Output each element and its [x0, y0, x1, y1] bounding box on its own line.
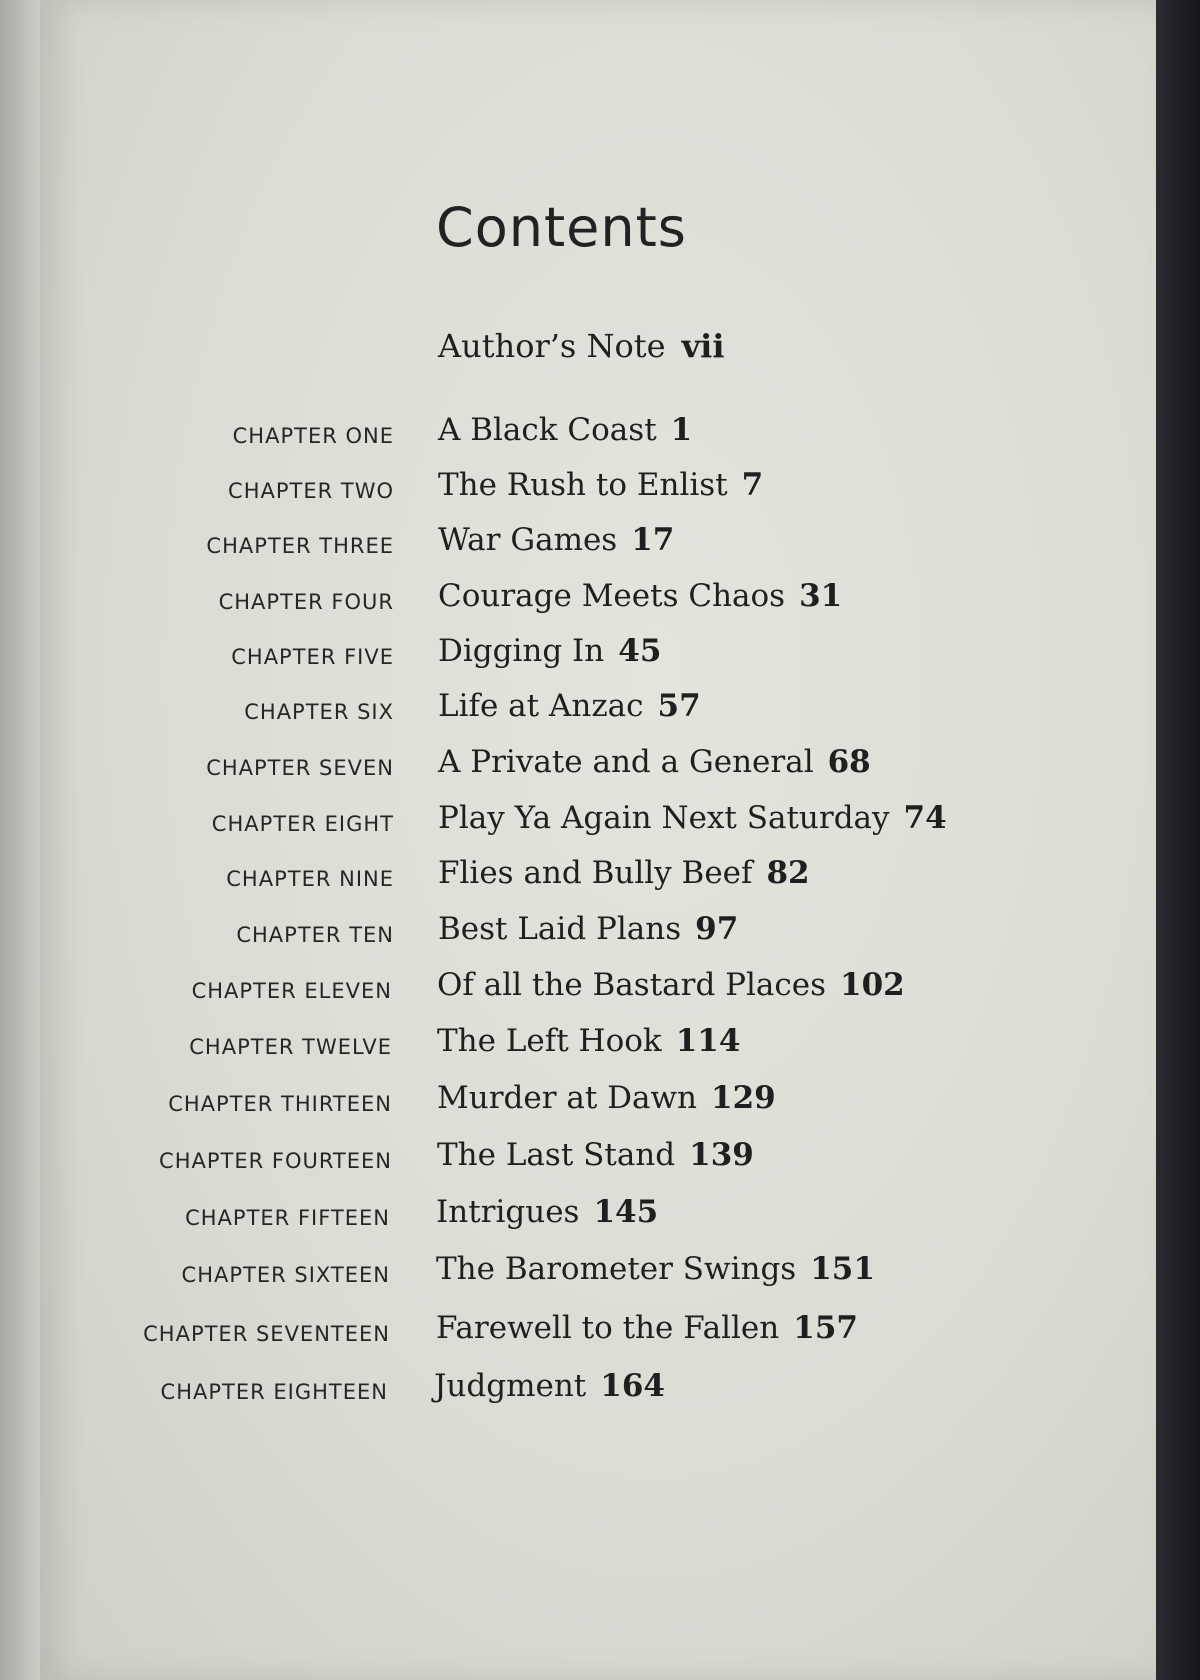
- chapter-page-number: 102: [840, 967, 905, 1003]
- author-note-page: vii: [681, 327, 725, 365]
- chapter-title: [438, 578, 842, 614]
- toc-entry: [0, 967, 1200, 1023]
- chapter-page-number: 114: [675, 1023, 741, 1059]
- chapter-title: [434, 1368, 665, 1404]
- toc-entry: [0, 744, 1200, 800]
- chapter-title-text: Play Ya Again Next Saturday: [438, 800, 890, 836]
- chapter-title-text: A Private and a General: [438, 744, 814, 780]
- toc-entry: [0, 522, 1200, 578]
- toc-entry: [0, 1251, 1200, 1307]
- chapter-label: CHAPTER THIRTEEN: [168, 1092, 392, 1116]
- chapter-title: [438, 855, 810, 891]
- chapter-page-number: 68: [827, 744, 871, 780]
- chapter-label: CHAPTER SIX: [244, 700, 394, 724]
- toc-entry: [0, 1368, 1200, 1424]
- chapter-title-text: Flies and Bully Beef: [438, 855, 753, 891]
- toc-entry: [0, 911, 1200, 967]
- chapter-title: [438, 412, 692, 448]
- chapter-label: CHAPTER EIGHT: [211, 812, 394, 836]
- chapter-page-number: 31: [799, 578, 843, 614]
- chapter-page-number: 17: [631, 522, 675, 558]
- toc-entry: [0, 855, 1200, 911]
- chapter-title: [438, 633, 661, 669]
- chapter-page-number: 57: [657, 688, 701, 724]
- chapter-title-text: Murder at Dawn: [437, 1080, 698, 1116]
- toc-entry: [0, 688, 1200, 744]
- chapter-label: CHAPTER SEVEN: [206, 756, 394, 780]
- chapter-title-text: Intrigues: [436, 1194, 580, 1230]
- toc-entry: [0, 633, 1200, 689]
- chapter-label: CHAPTER TWELVE: [189, 1035, 392, 1059]
- chapter-label: CHAPTER TEN: [236, 923, 394, 947]
- toc-entry: [0, 467, 1200, 523]
- chapter-title-text: The Rush to Enlist: [438, 467, 728, 503]
- chapter-title: [436, 1310, 858, 1346]
- chapter-title-text: Judgment: [434, 1368, 587, 1404]
- chapter-page-number: 74: [903, 800, 947, 836]
- chapter-title: [438, 467, 763, 503]
- chapter-page-number: 97: [695, 911, 739, 947]
- chapter-label: CHAPTER FOUR: [218, 590, 394, 614]
- chapter-page-number: 45: [618, 633, 662, 669]
- chapter-title: [437, 1137, 754, 1173]
- chapter-title-text: War Games: [438, 522, 618, 558]
- chapter-page-number: 164: [600, 1368, 665, 1404]
- chapter-page-number: 145: [593, 1194, 659, 1230]
- chapter-label: CHAPTER FOURTEEN: [159, 1149, 392, 1173]
- chapter-title: [436, 1251, 875, 1287]
- contents-heading: Contents: [436, 196, 687, 259]
- chapter-page-number: 151: [810, 1251, 875, 1287]
- chapter-page-number: 1: [670, 412, 693, 448]
- chapter-title-text: The Barometer Swings: [436, 1251, 797, 1287]
- chapter-title: [437, 967, 905, 1003]
- chapter-title: [438, 688, 701, 724]
- chapter-label: CHAPTER TWO: [228, 479, 394, 503]
- toc-entry: [0, 1137, 1200, 1193]
- chapter-title-text: The Last Stand: [437, 1137, 676, 1173]
- chapter-label: CHAPTER ONE: [232, 424, 394, 448]
- chapter-title: [437, 1023, 740, 1059]
- toc-entry: [0, 578, 1200, 634]
- chapter-title: [438, 744, 871, 780]
- chapter-title: [438, 800, 947, 836]
- chapter-page-number: 7: [741, 467, 764, 503]
- chapter-title-text: The Left Hook: [437, 1023, 662, 1059]
- chapter-title-text: Farewell to the Fallen: [436, 1310, 780, 1346]
- chapter-title: [437, 1080, 776, 1116]
- chapter-label: CHAPTER SIXTEEN: [181, 1263, 390, 1287]
- chapter-page-number: 129: [711, 1080, 776, 1116]
- chapter-label: CHAPTER NINE: [226, 867, 394, 891]
- chapter-title-text: A Black Coast: [438, 412, 657, 448]
- chapter-label: CHAPTER FIVE: [231, 645, 394, 669]
- chapter-title: [438, 522, 674, 558]
- toc-entry: [0, 1310, 1200, 1366]
- chapter-title-text: Digging In: [438, 633, 605, 669]
- chapter-label: CHAPTER ELEVEN: [191, 979, 392, 1003]
- chapter-page-number: 157: [793, 1310, 858, 1346]
- chapter-page-number: 82: [766, 855, 810, 891]
- chapter-label: CHAPTER THREE: [206, 534, 394, 558]
- chapter-title: [436, 1194, 658, 1230]
- chapter-title: [438, 911, 738, 947]
- chapter-title-text: Life at Anzac: [438, 688, 644, 724]
- toc-entry: [0, 1023, 1200, 1079]
- toc-entry: [0, 800, 1200, 856]
- chapter-label: CHAPTER FIFTEEN: [185, 1206, 390, 1230]
- toc-entry: [0, 1080, 1200, 1136]
- chapter-title-text: Of all the Bastard Places: [437, 967, 827, 1003]
- chapter-title-text: Courage Meets Chaos: [438, 578, 786, 614]
- chapter-label: CHAPTER EIGHTEEN: [160, 1380, 388, 1404]
- toc-entry: [0, 1194, 1200, 1250]
- author-note-title: Author’s Note: [438, 327, 666, 365]
- chapter-title-text: Best Laid Plans: [438, 911, 682, 947]
- chapter-label: CHAPTER SEVENTEEN: [143, 1322, 390, 1346]
- chapter-page-number: 139: [689, 1137, 754, 1173]
- toc-entry: [0, 412, 1200, 468]
